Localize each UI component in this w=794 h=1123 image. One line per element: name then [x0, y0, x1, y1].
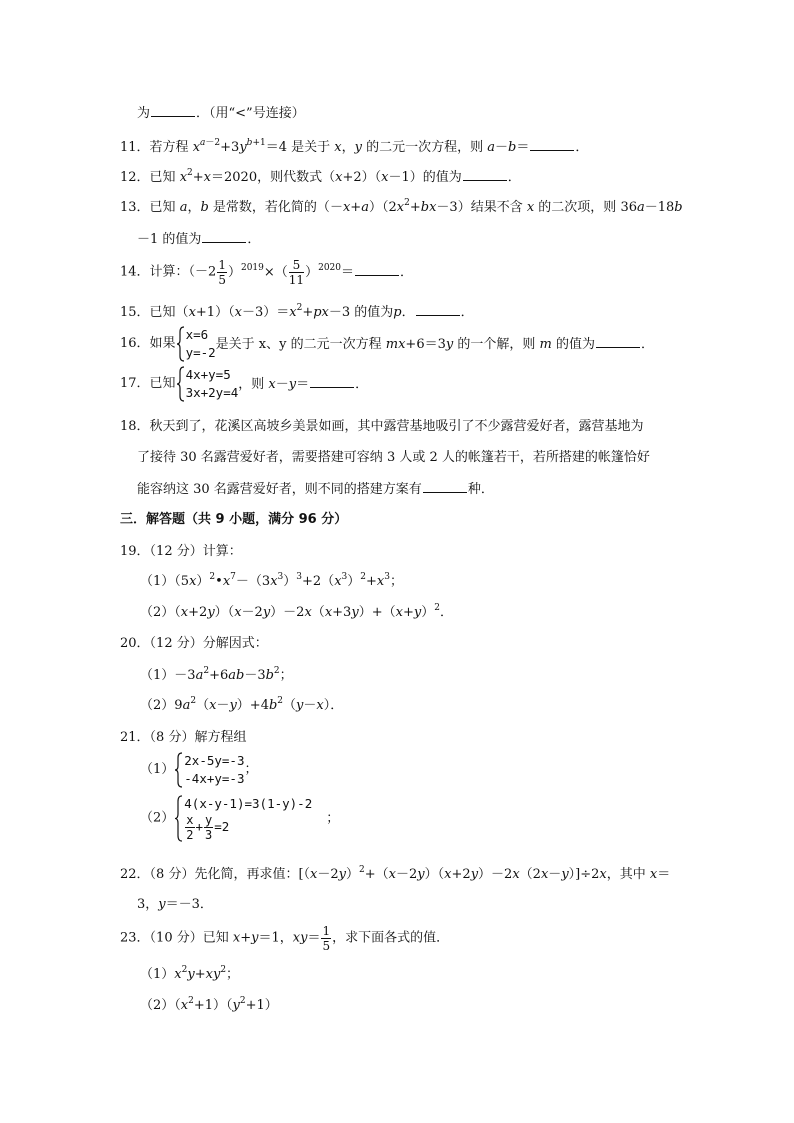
answer-blank[interactable] [596, 335, 640, 348]
question-20-part-1: $(1)-3a^2+6ab-3b^2$； [140, 666, 293, 683]
question-19-part-1: $(1)(5x)^2•x^7-(3x^3)^3+2(x^3)^2+x^3$； [140, 572, 404, 589]
question-20-part-2: $(2)9a^2(x-y)+4b^2(y-x)$． [140, 696, 344, 713]
question-21-part-2: （2） 4(x-y-1)=3(1-y)-2 $\frac{x}{2}$ + $\frac{y}{3}$ =2 ； [140, 796, 340, 842]
question-19: 19．（12 分）计算： [120, 544, 242, 559]
q10-continuation: 为 ．（用“<”号连接） [137, 106, 305, 121]
question-23-part-2: $(2)(x^2+1)(y^2+1)$ [140, 996, 278, 1013]
fraction-5-11: $\frac{5}{11}$ [288, 258, 305, 287]
question-13-continuation: －1 的值为 ． [137, 232, 261, 247]
question-11: 11．若方程 $x^{a-2}+3y^{b+1}=4$ 是关于 x，y 的二元一次方程，则 a－b＝ ． [120, 138, 589, 155]
question-13: 13．已知 a，b 是常数，若化简的$(-x+a)(2x^2+bx-3)$结果不含 x 的二次项，则 36a－18b [120, 198, 683, 215]
question-16: 16．如果 x=6 y=-2 是关于 x、y 的二元一次方程 mx+6＝3y 的一个解，则 m 的值为 ． [120, 327, 654, 360]
answer-blank[interactable] [530, 138, 574, 151]
question-18: 18．秋天到了，花溪区高坡乡美景如画，其中露营基地吸引了不少露营爱好者，露营基地为 [120, 419, 644, 434]
fraction-1-5: $\frac{1}{5}$ [322, 924, 331, 953]
equation-system: 4x+y=5 3x+2y=4 [176, 366, 239, 402]
question-15: 15．已知$(x+1)(x-3)=x^2+px-3$ 的值为p． ． [120, 303, 474, 320]
question-12: 12．已知 $x^2+x=2020$，则代数式（x+2）（x－1）的值为 ． [120, 168, 521, 185]
question-22: 22．（8 分）先化简，再求值：$[(x-2y)^2+(x-2y)(x+2y)-2x(2x-y)]\div 2x$，其中 x＝ [120, 865, 671, 882]
question-23: 23．（10 分）已知 x+y＝1，xy＝ $\frac{1}{5}$ ，求下面各式的值． [120, 924, 450, 953]
equation-system: 2x-5y=-3 -4x+y=-3 [174, 752, 244, 788]
answer-blank[interactable] [202, 230, 246, 243]
question-22-continuation: 3，y＝－3． [137, 897, 213, 912]
question-20: 20．（12 分）分解因式： [120, 636, 268, 651]
answer-blank[interactable] [463, 168, 507, 181]
answer-blank[interactable] [355, 263, 399, 276]
answer-blank[interactable] [416, 303, 460, 316]
question-14: 14．计算：（－2 $\frac{1}{5}$ ）$^{2019}$×（ $\frac{5}{11}$ ）$^{2020}$＝ ． [120, 258, 414, 287]
question-21: 21．（8 分）解方程组 [120, 730, 247, 745]
question-19-part-2: $(2)(x+2y)(x-2y)-2x(x+3y)+(x+y)^2$． [140, 603, 453, 620]
section-heading: 三．解答题（共 9 小题，满分 96 分） [120, 512, 348, 527]
equation-system: x=6 y=-2 [176, 326, 216, 362]
fraction-1-5: $\frac{1}{5}$ [218, 258, 226, 287]
answer-blank[interactable] [423, 480, 467, 493]
answer-blank[interactable] [310, 375, 354, 388]
question-18-line-3: 能容纳这 30 名露营爱好者，则不同的搭建方案有 种． [137, 482, 494, 497]
question-18-line-2: 了接待 30 名露营爱好者，需要搭建可容纳 3 人或 2 人的帐篷若干，若所搭建的帐篷恰好 [137, 450, 650, 465]
question-21-part-1: （1） 2x-5y=-3 -4x+y=-3 ； [140, 753, 258, 786]
answer-blank[interactable] [151, 104, 195, 117]
question-23-part-1: $(1)x^2y+xy^2$； [140, 965, 240, 982]
question-17: 17．已知 4x+y=5 3x+2y=4 ，则 x－y＝ ． [120, 367, 369, 400]
equation-system: 4(x-y-1)=3(1-y)-2 $\frac{x}{2}$ + $\frac{y}{3}$ =2 [174, 795, 312, 842]
